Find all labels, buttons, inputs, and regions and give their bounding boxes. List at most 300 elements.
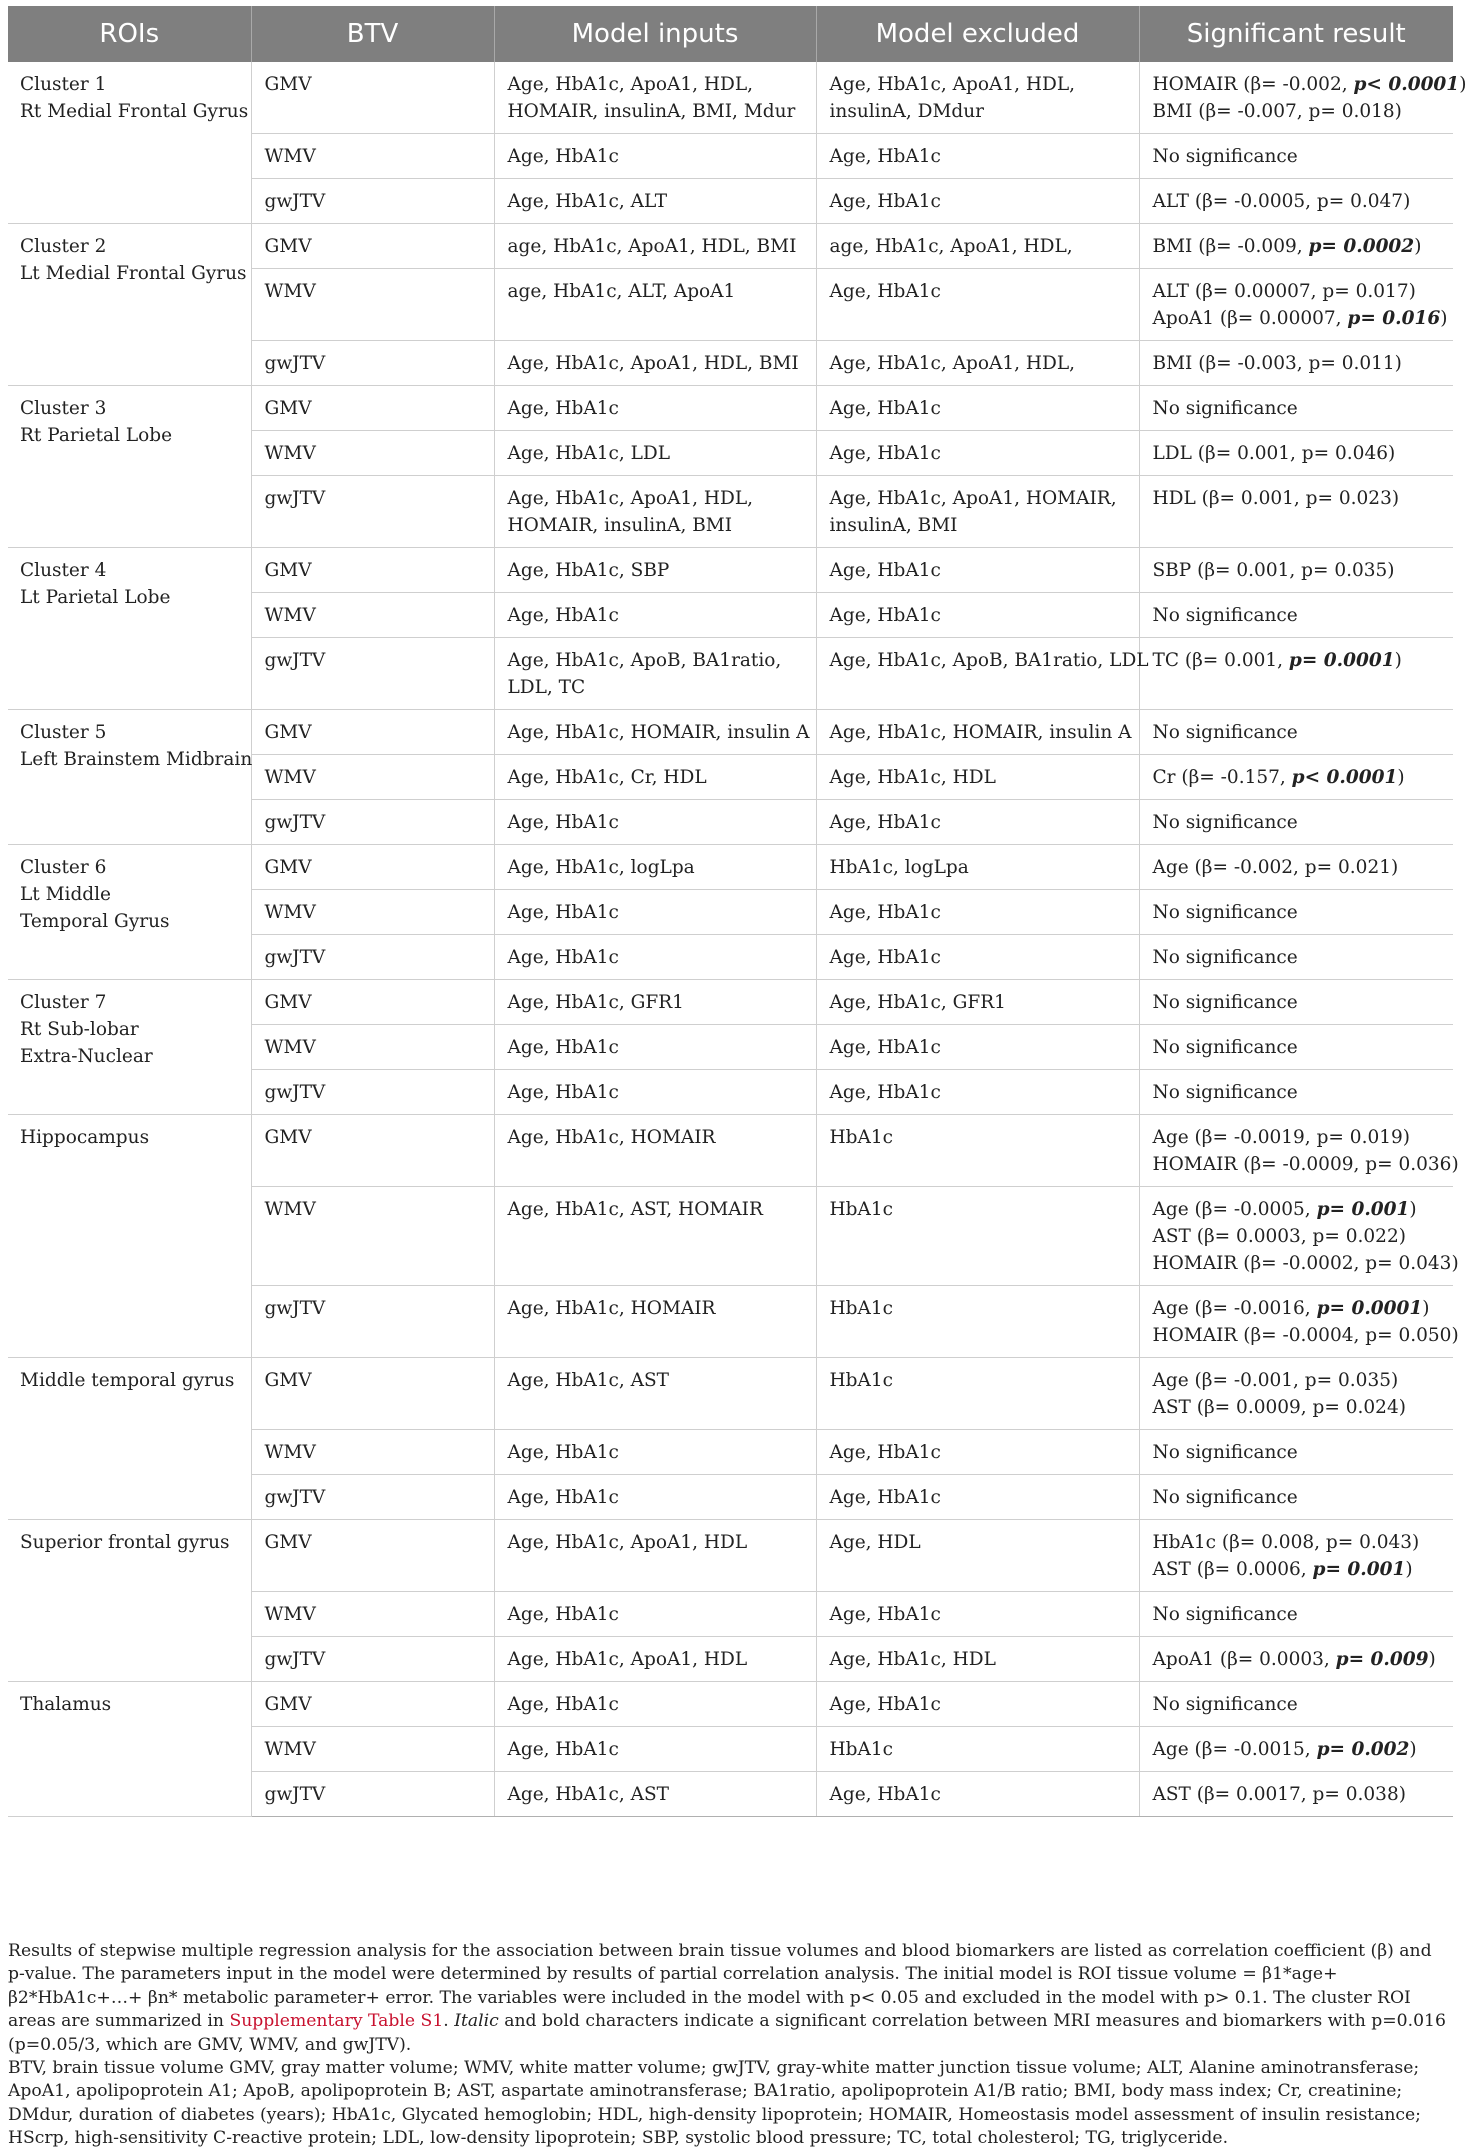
model-inputs-cell bbox=[494, 1682, 816, 1727]
roi-label: Rt Parietal Lobe bbox=[20, 425, 173, 446]
result-text: No significance bbox=[1152, 1037, 1298, 1058]
model-inputs-cell bbox=[494, 638, 816, 710]
significant-result-cell bbox=[1139, 1115, 1459, 1187]
roi-label: Cluster 7 bbox=[20, 992, 107, 1013]
column-header-model-excluded: Model excluded bbox=[816, 6, 1139, 62]
significant-result-cell bbox=[1139, 710, 1453, 755]
model-excluded-line: Age, HbA1c, HDL bbox=[829, 1649, 996, 1670]
model-inputs-line: Age, HbA1c bbox=[507, 1487, 619, 1508]
result-line bbox=[1153, 557, 1440, 584]
result-text: HOMAIR (β= -0.002, bbox=[1152, 74, 1354, 95]
significant-result-cell bbox=[1139, 548, 1453, 593]
model-inputs-line: Age, HbA1c bbox=[507, 1442, 619, 1463]
btv-cell: gwJTV bbox=[251, 1475, 494, 1520]
roi-cell bbox=[8, 710, 251, 845]
result-text: AST (β= 0.0009, p= 0.024) bbox=[1152, 1397, 1406, 1418]
model-inputs-line: HOMAIR, insulinA, BMI bbox=[507, 515, 733, 536]
significant-result-cell bbox=[1139, 845, 1453, 890]
btv-cell: gwJTV bbox=[251, 1070, 494, 1115]
significant-p-value: p= 0.0001 bbox=[1316, 1298, 1423, 1319]
result-text: ALT (β= 0.00007, p= 0.017) bbox=[1152, 281, 1416, 302]
model-inputs-line: LDL, TC bbox=[507, 677, 586, 698]
result-line bbox=[1153, 764, 1440, 791]
model-inputs-line: Age, HbA1c, logLpa bbox=[507, 857, 695, 878]
model-inputs-cell bbox=[494, 935, 816, 980]
btv-cell: gwJTV bbox=[251, 935, 494, 980]
result-text: No significance bbox=[1152, 947, 1298, 968]
model-excluded-line: Age, HbA1c bbox=[829, 398, 941, 419]
roi-cell bbox=[8, 1520, 251, 1682]
result-text-end: ) bbox=[1440, 308, 1448, 329]
model-excluded-line: Age, HbA1c, ApoA1, HOMAIR, bbox=[829, 488, 1117, 509]
result-line bbox=[1152, 71, 1466, 98]
roi-label: Temporal Gyrus bbox=[20, 911, 170, 932]
significant-p-value: p< 0.0001 bbox=[1353, 74, 1460, 95]
significant-result-cell bbox=[1139, 638, 1453, 710]
significant-result-cell bbox=[1139, 1592, 1453, 1637]
btv-cell: GMV bbox=[251, 980, 494, 1025]
model-excluded-cell bbox=[816, 1358, 1139, 1430]
btv-cell: WMV bbox=[251, 269, 494, 341]
significant-result-cell bbox=[1139, 134, 1453, 179]
model-excluded-line: Age, HbA1c bbox=[829, 605, 941, 626]
model-inputs-line: Age, HbA1c bbox=[507, 146, 619, 167]
table-row bbox=[8, 62, 1453, 134]
model-inputs-line: Age, HbA1c bbox=[507, 947, 619, 968]
model-excluded-cell bbox=[816, 755, 1139, 800]
model-inputs-cell bbox=[494, 710, 816, 755]
result-text: Age (β= -0.0019, p= 0.019) bbox=[1152, 1127, 1410, 1148]
model-inputs-line: Age, HbA1c, ALT bbox=[507, 191, 668, 212]
result-text: LDL (β= 0.001, p= 0.046) bbox=[1152, 443, 1396, 464]
result-text: No significance bbox=[1152, 1442, 1298, 1463]
roi-cell bbox=[8, 1358, 251, 1520]
table-row bbox=[8, 1358, 1453, 1430]
model-excluded-line: Age, HbA1c, HOMAIR, insulin A bbox=[829, 722, 1132, 743]
btv-cell: gwJTV bbox=[251, 476, 494, 548]
model-excluded-line: HbA1c bbox=[829, 1739, 893, 1760]
btv-cell: WMV bbox=[251, 1187, 494, 1286]
table-row bbox=[8, 710, 1453, 755]
model-inputs-cell bbox=[494, 1637, 816, 1682]
btv-cell: WMV bbox=[251, 1592, 494, 1637]
model-inputs-line: Age, HbA1c, HOMAIR bbox=[507, 1127, 716, 1148]
btv-cell: WMV bbox=[251, 1727, 494, 1772]
btv-cell: gwJTV bbox=[251, 1637, 494, 1682]
btv-cell: gwJTV bbox=[251, 341, 494, 386]
table-row bbox=[8, 845, 1453, 890]
result-text: Cr (β= -0.157, bbox=[1152, 767, 1292, 788]
model-inputs-cell bbox=[494, 1772, 816, 1817]
result-text-end: ) bbox=[1397, 767, 1405, 788]
roi-cell bbox=[8, 548, 251, 710]
result-line bbox=[1153, 1079, 1440, 1106]
result-line bbox=[1152, 1250, 1459, 1277]
result-text: TC (β= 0.001, bbox=[1152, 650, 1289, 671]
model-excluded-line: Age, HbA1c bbox=[829, 812, 941, 833]
model-excluded-cell bbox=[816, 548, 1139, 593]
table-footnotes bbox=[8, 1940, 1453, 2151]
model-excluded-line: HbA1c bbox=[829, 1370, 893, 1391]
result-text: ApoA1 (β= 0.0003, bbox=[1152, 1649, 1336, 1670]
model-excluded-line: Age, HbA1c bbox=[829, 1604, 941, 1625]
model-inputs-cell bbox=[494, 62, 816, 134]
model-excluded-line: Age, HbA1c bbox=[829, 1694, 941, 1715]
model-excluded-cell bbox=[816, 224, 1139, 269]
model-inputs-cell bbox=[494, 980, 816, 1025]
model-excluded-cell bbox=[816, 1637, 1139, 1682]
model-inputs-cell bbox=[494, 269, 816, 341]
model-inputs-line: Age, HbA1c, ApoA1, HDL, BMI bbox=[507, 353, 799, 374]
btv-cell: WMV bbox=[251, 755, 494, 800]
significant-p-value: p= 0.001 bbox=[1316, 1199, 1410, 1220]
table-row bbox=[8, 1115, 1453, 1187]
model-excluded-cell bbox=[816, 1430, 1139, 1475]
model-inputs-cell bbox=[494, 134, 816, 179]
significant-p-value: p= 0.016 bbox=[1347, 308, 1441, 329]
significant-p-value: p= 0.0001 bbox=[1288, 650, 1395, 671]
result-line bbox=[1153, 989, 1440, 1016]
result-text: No significance bbox=[1152, 146, 1298, 167]
model-excluded-cell bbox=[816, 1187, 1139, 1286]
column-header-rois: ROIs bbox=[8, 6, 251, 62]
model-excluded-cell bbox=[816, 1115, 1139, 1187]
model-excluded-cell bbox=[816, 341, 1139, 386]
model-inputs-cell bbox=[494, 1286, 816, 1358]
result-text: No significance bbox=[1152, 812, 1298, 833]
significant-p-value: p= 0.001 bbox=[1312, 1559, 1406, 1580]
result-text: HbA1c (β= 0.008, p= 0.043) bbox=[1152, 1532, 1420, 1553]
result-line bbox=[1153, 1736, 1440, 1763]
significant-p-value: p< 0.0001 bbox=[1291, 767, 1398, 788]
model-excluded-line: Age, HbA1c bbox=[829, 560, 941, 581]
model-excluded-cell bbox=[816, 269, 1139, 341]
model-excluded-cell bbox=[816, 1025, 1139, 1070]
result-line bbox=[1153, 1556, 1440, 1583]
result-line bbox=[1153, 944, 1440, 971]
result-text: HDL (β= 0.001, p= 0.023) bbox=[1152, 488, 1400, 509]
model-excluded-line: Age, HbA1c bbox=[829, 902, 941, 923]
regression-table bbox=[8, 6, 1466, 1817]
model-inputs-cell bbox=[494, 1727, 816, 1772]
roi-label: Rt Medial Frontal Gyrus bbox=[20, 101, 249, 122]
model-inputs-cell bbox=[494, 1475, 816, 1520]
significant-result-cell bbox=[1139, 980, 1453, 1025]
btv-cell: gwJTV bbox=[251, 1772, 494, 1817]
model-inputs-line: Age, HbA1c, GFR1 bbox=[507, 992, 684, 1013]
roi-label: Cluster 6 bbox=[20, 857, 107, 878]
result-text: HOMAIR (β= -0.0002, p= 0.043) bbox=[1152, 1253, 1459, 1274]
result-line bbox=[1153, 602, 1440, 629]
result-text: No significance bbox=[1152, 398, 1298, 419]
result-text: No significance bbox=[1152, 1082, 1298, 1103]
significant-result-cell bbox=[1139, 1637, 1453, 1682]
model-inputs-cell bbox=[494, 1025, 816, 1070]
model-excluded-line: insulinA, DMdur bbox=[829, 101, 984, 122]
model-inputs-cell bbox=[494, 476, 816, 548]
model-inputs-line: Age, HbA1c bbox=[507, 398, 619, 419]
column-header-significant-result: Significant result bbox=[1139, 6, 1453, 62]
model-excluded-line: age, HbA1c, ApoA1, HDL, bbox=[829, 236, 1073, 257]
result-text: Age (β= -0.001, p= 0.035) bbox=[1152, 1370, 1399, 1391]
roi-cell bbox=[8, 62, 251, 224]
model-inputs-line: Age, HbA1c, ApoA1, HDL, bbox=[507, 488, 754, 509]
model-excluded-cell bbox=[816, 1772, 1139, 1817]
model-excluded-cell bbox=[816, 134, 1139, 179]
roi-label: Lt Parietal Lobe bbox=[20, 587, 171, 608]
result-line bbox=[1153, 1601, 1440, 1628]
model-inputs-cell bbox=[494, 800, 816, 845]
btv-cell: GMV bbox=[251, 1682, 494, 1727]
table-row bbox=[8, 386, 1453, 431]
significant-result-cell bbox=[1139, 593, 1453, 638]
significant-result-cell bbox=[1139, 386, 1453, 431]
model-excluded-cell bbox=[816, 980, 1139, 1025]
model-excluded-line: Age, HbA1c bbox=[829, 443, 941, 464]
model-excluded-cell bbox=[816, 179, 1139, 224]
model-inputs-cell bbox=[494, 1187, 816, 1286]
model-inputs-cell bbox=[494, 755, 816, 800]
result-text: ApoA1 (β= 0.00007, bbox=[1152, 308, 1348, 329]
model-inputs-line: Age, HbA1c, AST, HOMAIR bbox=[507, 1199, 763, 1220]
result-text: Age (β= -0.0015, bbox=[1152, 1739, 1317, 1760]
significant-result-cell bbox=[1139, 800, 1453, 845]
model-excluded-cell bbox=[816, 386, 1139, 431]
model-inputs-line: Age, HbA1c bbox=[507, 1037, 619, 1058]
column-header-model-inputs: Model inputs bbox=[494, 6, 816, 62]
result-line bbox=[1153, 1367, 1440, 1394]
result-text: Age (β= -0.0005, bbox=[1152, 1199, 1317, 1220]
model-excluded-line: Age, HbA1c bbox=[829, 947, 941, 968]
model-inputs-line: Age, HbA1c, Cr, HDL bbox=[507, 767, 707, 788]
result-line bbox=[1153, 143, 1440, 170]
result-line bbox=[1153, 1394, 1440, 1421]
result-line bbox=[1153, 1439, 1440, 1466]
model-excluded-cell bbox=[816, 800, 1139, 845]
model-inputs-cell bbox=[494, 386, 816, 431]
significant-result-cell bbox=[1139, 935, 1453, 980]
significant-result-cell bbox=[1139, 341, 1453, 386]
model-excluded-cell bbox=[816, 890, 1139, 935]
significant-result-cell bbox=[1139, 476, 1453, 548]
result-line bbox=[1153, 719, 1440, 746]
model-inputs-cell bbox=[494, 179, 816, 224]
btv-cell: gwJTV bbox=[251, 638, 494, 710]
result-line bbox=[1153, 350, 1440, 377]
model-inputs-cell bbox=[494, 548, 816, 593]
result-line bbox=[1152, 1151, 1459, 1178]
btv-cell: GMV bbox=[251, 386, 494, 431]
btv-cell: gwJTV bbox=[251, 179, 494, 224]
roi-label: Middle temporal gyrus bbox=[20, 1370, 235, 1391]
result-text: No significance bbox=[1152, 1694, 1298, 1715]
result-line bbox=[1153, 809, 1440, 836]
significant-result-cell bbox=[1139, 62, 1466, 134]
roi-label: Left Brainstem Midbrain bbox=[20, 749, 253, 770]
roi-label: Superior frontal gyrus bbox=[20, 1532, 230, 1553]
significant-result-cell bbox=[1139, 431, 1453, 476]
footnote-text: Results of stepwise multiple regression analysis for the association between brain tissue volumes and blood biomarkers are listed as correlation coefficient (β) and p-value. The parameters input in the model were determined by results of partial correlation analysis. The initial model is ROI tissue volume = β1*age+ β2*HbA1c+…+ βn* metabolic parameter+ error. The variables were included in the model with p< 0.05 and excluded in the model with p> 0.1. The cluster ROI areas are summarized in bbox=[8, 1941, 1432, 2032]
btv-cell: GMV bbox=[251, 845, 494, 890]
result-text-end: ) bbox=[1394, 650, 1402, 671]
model-inputs-line: Age, HbA1c bbox=[507, 1739, 619, 1760]
roi-label: Cluster 2 bbox=[20, 236, 107, 257]
result-text: BMI (β= -0.003, p= 0.011) bbox=[1152, 353, 1402, 374]
btv-cell: GMV bbox=[251, 224, 494, 269]
result-text: AST (β= 0.0006, bbox=[1152, 1559, 1313, 1580]
model-inputs-line: HOMAIR, insulinA, BMI, Mdur bbox=[507, 101, 796, 122]
result-text: Age (β= -0.0016, bbox=[1152, 1298, 1317, 1319]
btv-cell: WMV bbox=[251, 1025, 494, 1070]
model-excluded-line: Age, HbA1c bbox=[829, 281, 941, 302]
result-text: No significance bbox=[1152, 1487, 1298, 1508]
model-inputs-line: Age, HbA1c, ApoA1, HDL bbox=[507, 1649, 748, 1670]
roi-cell bbox=[8, 845, 251, 980]
roi-cell bbox=[8, 386, 251, 548]
model-excluded-cell bbox=[816, 476, 1139, 548]
roi-label: Cluster 3 bbox=[20, 398, 107, 419]
result-line bbox=[1153, 647, 1440, 674]
model-inputs-line: Age, HbA1c, HOMAIR bbox=[507, 1298, 716, 1319]
significant-result-cell bbox=[1139, 1772, 1453, 1817]
result-line bbox=[1153, 899, 1440, 926]
model-excluded-cell bbox=[816, 710, 1139, 755]
model-inputs-line: Age, HbA1c, ApoB, BA1ratio, bbox=[507, 650, 782, 671]
significant-result-cell bbox=[1139, 1682, 1453, 1727]
model-excluded-line: Age, HbA1c bbox=[829, 1784, 941, 1805]
significant-result-cell bbox=[1139, 1070, 1453, 1115]
model-excluded-cell bbox=[816, 1475, 1139, 1520]
btv-cell: GMV bbox=[251, 1358, 494, 1430]
result-text: AST (β= 0.0017, p= 0.038) bbox=[1152, 1784, 1406, 1805]
column-header-btv: BTV bbox=[251, 6, 494, 62]
roi-label: Hippocampus bbox=[20, 1127, 150, 1148]
result-line bbox=[1153, 188, 1440, 215]
roi-label: Cluster 5 bbox=[20, 722, 107, 743]
roi-cell bbox=[8, 1115, 251, 1358]
model-inputs-line: Age, HbA1c, AST bbox=[507, 1784, 670, 1805]
model-inputs-cell bbox=[494, 341, 816, 386]
model-excluded-line: Age, HbA1c, ApoA1, HDL, bbox=[829, 74, 1076, 95]
result-text: No significance bbox=[1152, 1604, 1298, 1625]
result-text: BMI (β= -0.009, bbox=[1152, 236, 1309, 257]
model-inputs-line: Age, HbA1c, AST bbox=[507, 1370, 670, 1391]
result-line bbox=[1153, 1223, 1440, 1250]
result-line bbox=[1153, 395, 1440, 422]
model-excluded-line: Age, HbA1c bbox=[829, 1487, 941, 1508]
btv-cell: WMV bbox=[251, 593, 494, 638]
btv-cell: WMV bbox=[251, 1430, 494, 1475]
roi-cell bbox=[8, 980, 251, 1115]
significant-result-cell bbox=[1139, 1358, 1453, 1430]
model-excluded-line: Age, HbA1c bbox=[829, 1037, 941, 1058]
significant-result-cell bbox=[1139, 1187, 1459, 1286]
model-excluded-cell bbox=[816, 431, 1139, 476]
result-text-end: ) bbox=[1409, 1199, 1417, 1220]
model-inputs-cell bbox=[494, 845, 816, 890]
result-line bbox=[1153, 1484, 1440, 1511]
result-line bbox=[1153, 1691, 1440, 1718]
model-excluded-line: HbA1c bbox=[829, 1199, 893, 1220]
model-excluded-line: Age, HbA1c, ApoA1, HDL, bbox=[829, 353, 1076, 374]
significant-p-value: p= 0.002 bbox=[1316, 1739, 1410, 1760]
result-line bbox=[1153, 854, 1440, 881]
result-text: SBP (β= 0.001, p= 0.035) bbox=[1152, 560, 1395, 581]
model-inputs-cell bbox=[494, 224, 816, 269]
model-excluded-line: HbA1c, logLpa bbox=[829, 857, 969, 878]
btv-cell: GMV bbox=[251, 548, 494, 593]
btv-cell: GMV bbox=[251, 1115, 494, 1187]
footnote-abbreviations: BTV, brain tissue volume GMV, gray matter volume; WMV, white matter volume; gwJTV, gray-white matter junction tissue volume; ALT, Alanine aminotransferase; ApoA1, apolipoprotein A1; ApoB, apolipoprotein B; AST, aspartate aminotransferase; BA1ratio, apolipoprotein A1/B ratio; BMI, body mass index; Cr, creatinine; DMdur, duration of diabetes (years); HbA1c, Glycated hemoglobin; HDL, high-density lipoprotein; HOMAIR, Homeostasis model assessment of insulin resistance; HScrp, high-sensitivity C-reactive protein; LDL, low-density lipoprotein; SBP, systolic blood pressure; TC, total cholesterol; TG, triglyceride. bbox=[8, 2058, 1421, 2149]
result-line bbox=[1153, 440, 1440, 467]
model-inputs-line: Age, HbA1c bbox=[507, 1694, 619, 1715]
result-line bbox=[1153, 1034, 1440, 1061]
btv-cell: GMV bbox=[251, 62, 494, 134]
model-inputs-line: Age, HbA1c, LDL bbox=[507, 443, 671, 464]
model-inputs-cell bbox=[494, 431, 816, 476]
roi-cell bbox=[8, 224, 251, 386]
significant-result-cell bbox=[1139, 179, 1453, 224]
result-text: Age (β= -0.002, p= 0.021) bbox=[1152, 857, 1399, 878]
result-line bbox=[1153, 1124, 1440, 1151]
btv-cell: WMV bbox=[251, 431, 494, 476]
model-excluded-cell bbox=[816, 845, 1139, 890]
significant-result-cell bbox=[1139, 1430, 1453, 1475]
model-excluded-line: Age, HDL bbox=[829, 1532, 921, 1553]
model-inputs-line: Age, HbA1c bbox=[507, 605, 619, 626]
header-row bbox=[8, 6, 1453, 62]
model-excluded-line: Age, HbA1c bbox=[829, 146, 941, 167]
table-row bbox=[8, 1520, 1453, 1592]
model-excluded-cell bbox=[816, 1070, 1139, 1115]
result-text: No significance bbox=[1152, 605, 1298, 626]
model-inputs-line: Age, HbA1c, HOMAIR, insulin A bbox=[507, 722, 810, 743]
result-line bbox=[1153, 1196, 1440, 1223]
model-inputs-line: Age, HbA1c, ApoA1, HDL, bbox=[507, 74, 754, 95]
significant-result-cell bbox=[1139, 890, 1453, 935]
significant-result-cell bbox=[1139, 1475, 1453, 1520]
result-line bbox=[1152, 305, 1448, 332]
result-text-end: ) bbox=[1414, 236, 1422, 257]
model-inputs-line: Age, HbA1c bbox=[507, 1082, 619, 1103]
footnote-text: . bbox=[443, 2011, 455, 2032]
model-excluded-cell bbox=[816, 638, 1149, 710]
btv-cell: WMV bbox=[251, 890, 494, 935]
result-line bbox=[1152, 1322, 1459, 1349]
result-text: BMI (β= -0.007, p= 0.018) bbox=[1152, 101, 1402, 122]
footnote-text: and bold characters indicate a significant correlation between MRI measures and biomarkers with p=0.016 (p=0.05/3, which are GMV, WMV, and gwJTV). bbox=[8, 2011, 1446, 2055]
roi-label: Lt Middle bbox=[20, 884, 112, 905]
footnote-method bbox=[8, 1940, 1453, 2057]
result-line bbox=[1153, 485, 1440, 512]
roi-label: Cluster 4 bbox=[20, 560, 107, 581]
model-inputs-cell bbox=[494, 1070, 816, 1115]
model-excluded-line: insulinA, BMI bbox=[829, 515, 958, 536]
result-text: No significance bbox=[1152, 722, 1298, 743]
result-line bbox=[1153, 233, 1440, 260]
result-text: HOMAIR (β= -0.0009, p= 0.036) bbox=[1152, 1154, 1459, 1175]
model-excluded-cell bbox=[816, 1682, 1139, 1727]
model-excluded-line: Age, HbA1c bbox=[829, 191, 941, 212]
model-excluded-cell bbox=[816, 1520, 1139, 1592]
table-row bbox=[8, 224, 1453, 269]
supplementary-table-link[interactable]: Supplementary Table S1 bbox=[229, 2011, 444, 2032]
table-body bbox=[8, 62, 1466, 1817]
footnote-italic-word: Italic bbox=[454, 2011, 499, 2032]
table-row bbox=[8, 548, 1453, 593]
significant-result-cell bbox=[1139, 1025, 1453, 1070]
model-inputs-cell bbox=[494, 890, 816, 935]
